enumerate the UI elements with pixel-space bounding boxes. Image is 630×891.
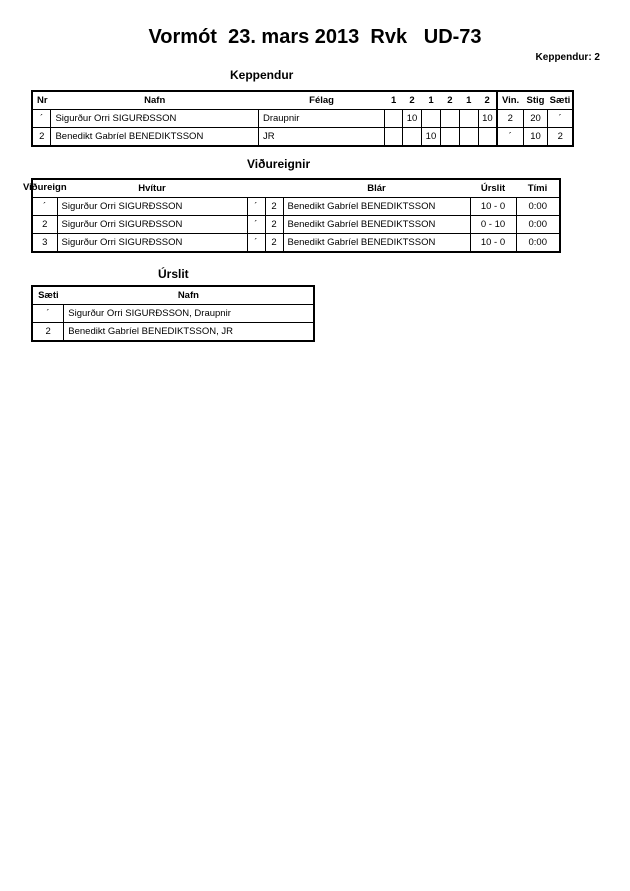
col-round: 1: [422, 91, 441, 110]
cell-round: [385, 128, 403, 147]
cell-white: Sigurður Orri SIGURÐSSON: [57, 216, 247, 234]
col-result: Úrslit: [470, 179, 516, 198]
col-wins: Vin.: [497, 91, 523, 110]
cell-name: Sigurður Orri SIGURÐSSON, Draupnir: [64, 305, 314, 323]
cell-name: Benedikt Gabríel BENEDIKTSSON, JR: [64, 323, 314, 342]
col-round: 2: [403, 91, 422, 110]
table-row: [32, 234, 560, 253]
cell-blue: Benedikt Gabríel BENEDIKTSSON: [283, 234, 470, 253]
cell-name: Benedikt Gabríel BENEDIKTSSON: [51, 128, 259, 147]
participants-table: [31, 90, 574, 147]
matches-header-row: [32, 179, 560, 198]
cell-round: 10: [403, 110, 422, 128]
table-row: [32, 216, 560, 234]
cell-white-nr: ´: [247, 198, 265, 216]
cell-result: 0 - 10: [470, 216, 516, 234]
cell-round: [385, 110, 403, 128]
table-row: [32, 198, 560, 216]
participants-heading: Keppendur: [230, 68, 294, 82]
participant-count: Keppendur: 2: [535, 52, 600, 63]
col-round: 1: [385, 91, 403, 110]
cell-time: 0:00: [516, 234, 560, 253]
table-row: [32, 110, 573, 128]
cell-club: Draupnir: [258, 110, 384, 128]
cell-wins: ´: [497, 128, 523, 147]
results-table: [31, 285, 315, 342]
cell-round: 10: [422, 128, 441, 147]
table-row: [32, 323, 314, 342]
col-nr: Nr: [32, 91, 51, 110]
col-time: Tími: [516, 179, 560, 198]
cell-round: 10: [478, 110, 497, 128]
col-blue: Blár: [283, 179, 470, 198]
cell-round: [440, 128, 459, 147]
cell-place: ´: [32, 305, 64, 323]
cell-place: 2: [32, 323, 64, 342]
cell-blue: Benedikt Gabríel BENEDIKTSSON: [283, 198, 470, 216]
col-club: Félag: [258, 91, 384, 110]
cell-nr: ´: [32, 198, 57, 216]
cell-club: JR: [258, 128, 384, 147]
page-title: Vormót 23. mars 2013 Rvk UD-73: [148, 26, 482, 48]
cell-white-nr: ´: [247, 234, 265, 253]
table-row: [32, 128, 573, 147]
col-place: Sæti: [548, 91, 573, 110]
cell-nr: 3: [32, 234, 57, 253]
col-round: 2: [440, 91, 459, 110]
results-heading: Úrslit: [158, 267, 189, 281]
cell-white-nr: ´: [247, 216, 265, 234]
cell-blue-nr: 2: [265, 198, 283, 216]
col-name: Nafn: [64, 286, 314, 305]
cell-time: 0:00: [516, 216, 560, 234]
cell-round: [403, 128, 422, 147]
cell-white: Sigurður Orri SIGURÐSSON: [57, 198, 247, 216]
cell-time: 0:00: [516, 198, 560, 216]
cell-nr: ´: [32, 110, 51, 128]
col-round: 2: [478, 91, 497, 110]
cell-place: ´: [548, 110, 573, 128]
cell-wins: 2: [497, 110, 523, 128]
results-header-row: [32, 286, 314, 305]
cell-result: 10 - 0: [470, 198, 516, 216]
cell-round: [422, 110, 441, 128]
col-place: Sæti: [32, 286, 64, 305]
cell-points: 10: [523, 128, 548, 147]
cell-nr: 2: [32, 216, 57, 234]
cell-place: 2: [548, 128, 573, 147]
col-name: Nafn: [51, 91, 259, 110]
cell-round: [459, 128, 478, 147]
matches-table: [23, 178, 561, 253]
matches-heading: Viðureignir: [247, 157, 311, 171]
participants-header-row: [32, 91, 573, 110]
cell-round: [459, 110, 478, 128]
cell-blue: Benedikt Gabríel BENEDIKTSSON: [283, 216, 470, 234]
cell-name: Sigurður Orri SIGURÐSSON: [51, 110, 259, 128]
cell-white: Sigurður Orri SIGURÐSSON: [57, 234, 247, 253]
cell-round: [478, 128, 497, 147]
col-match: Viðureign: [23, 182, 67, 193]
col-round: 1: [459, 91, 478, 110]
cell-blue-nr: 2: [265, 216, 283, 234]
col-points: Stig: [523, 91, 548, 110]
cell-result: 10 - 0: [470, 234, 516, 253]
cell-nr: 2: [32, 128, 51, 147]
cell-points: 20: [523, 110, 548, 128]
table-row: [32, 305, 314, 323]
col-white: Hvítur: [57, 179, 247, 198]
cell-round: [440, 110, 459, 128]
cell-blue-nr: 2: [265, 234, 283, 253]
